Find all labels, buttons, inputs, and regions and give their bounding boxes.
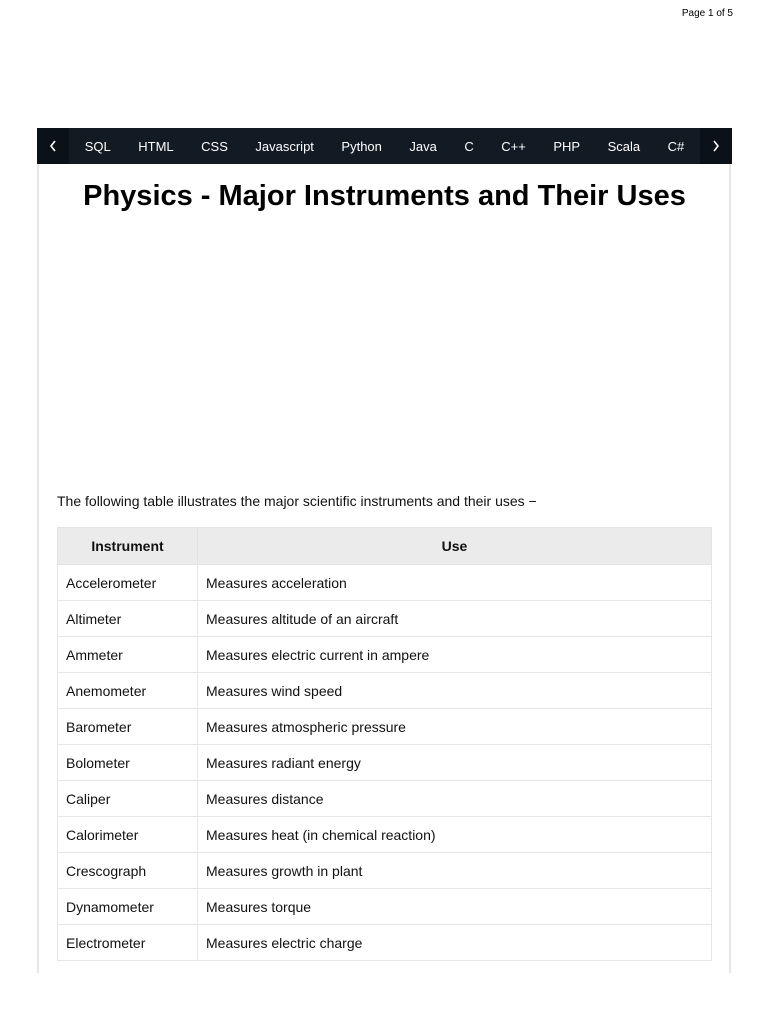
nav-item-scala[interactable]: Scala [607, 138, 641, 154]
nav-prev-button[interactable] [37, 128, 69, 164]
table-row [58, 745, 712, 781]
use-cell: Measures distance [198, 781, 712, 817]
table-row [58, 565, 712, 601]
nav-item-sql[interactable]: SQL [84, 138, 111, 154]
instruments-table [57, 527, 712, 961]
column-header-instrument: Instrument [58, 528, 198, 565]
use-cell: Measures electric charge [198, 925, 712, 961]
use-cell: Measures wind speed [198, 673, 712, 709]
instrument-cell: Caliper [58, 781, 198, 817]
chevron-right-icon [711, 139, 721, 153]
nav-item-java[interactable]: Java [409, 138, 437, 154]
use-cell: Measures torque [198, 889, 712, 925]
nav-item-css[interactable]: CSS [201, 138, 228, 154]
instrument-cell: Accelerometer [58, 565, 198, 601]
table-row [58, 853, 712, 889]
use-cell: Measures growth in plant [198, 853, 712, 889]
use-cell: Measures electric current in ampere [198, 637, 712, 673]
nav-item-c[interactable]: C [464, 138, 474, 154]
table-row [58, 637, 712, 673]
intro-paragraph: The following table illustrates the major scientific instruments and their uses − [57, 493, 537, 509]
use-cell: Measures heat (in chemical reaction) [198, 817, 712, 853]
page-number: Page 1 of 5 [681, 8, 733, 19]
use-cell: Measures altitude of an aircraft [198, 601, 712, 637]
table-row [58, 673, 712, 709]
nav-next-button[interactable] [700, 128, 732, 164]
table-row [58, 781, 712, 817]
nav-items [69, 128, 700, 164]
table-row [58, 925, 712, 961]
table-row [58, 709, 712, 745]
nav-item-php[interactable]: PHP [553, 138, 581, 154]
use-cell: Measures atmospheric pressure [198, 709, 712, 745]
instrument-cell: Dynamometer [58, 889, 198, 925]
instrument-cell: Anemometer [58, 673, 198, 709]
instrument-cell: Ammeter [58, 637, 198, 673]
table-row [58, 817, 712, 853]
nav-item-javascript[interactable]: Javascript [255, 138, 314, 154]
table-row [58, 601, 712, 637]
instrument-cell: Barometer [58, 709, 198, 745]
nav-item-csharp[interactable]: C# [667, 138, 685, 154]
nav-item-python[interactable]: Python [341, 138, 382, 154]
table-body [58, 565, 712, 961]
nav-item-html[interactable]: HTML [138, 138, 174, 154]
instrument-cell: Altimeter [58, 601, 198, 637]
table-header-row [58, 528, 712, 565]
page-title: Physics - Major Instruments and Their Uses [83, 180, 686, 212]
instrument-cell: Bolometer [58, 745, 198, 781]
instrument-cell: Electrometer [58, 925, 198, 961]
language-nav-bar [37, 128, 732, 164]
ad-placeholder [57, 232, 712, 482]
nav-item-cplusplus[interactable]: C++ [501, 138, 526, 154]
chevron-left-icon [48, 139, 58, 153]
column-header-use: Use [198, 528, 712, 565]
instrument-cell: Calorimeter [58, 817, 198, 853]
use-cell: Measures acceleration [198, 565, 712, 601]
use-cell: Measures radiant energy [198, 745, 712, 781]
instrument-cell: Crescograph [58, 853, 198, 889]
table-row [58, 889, 712, 925]
